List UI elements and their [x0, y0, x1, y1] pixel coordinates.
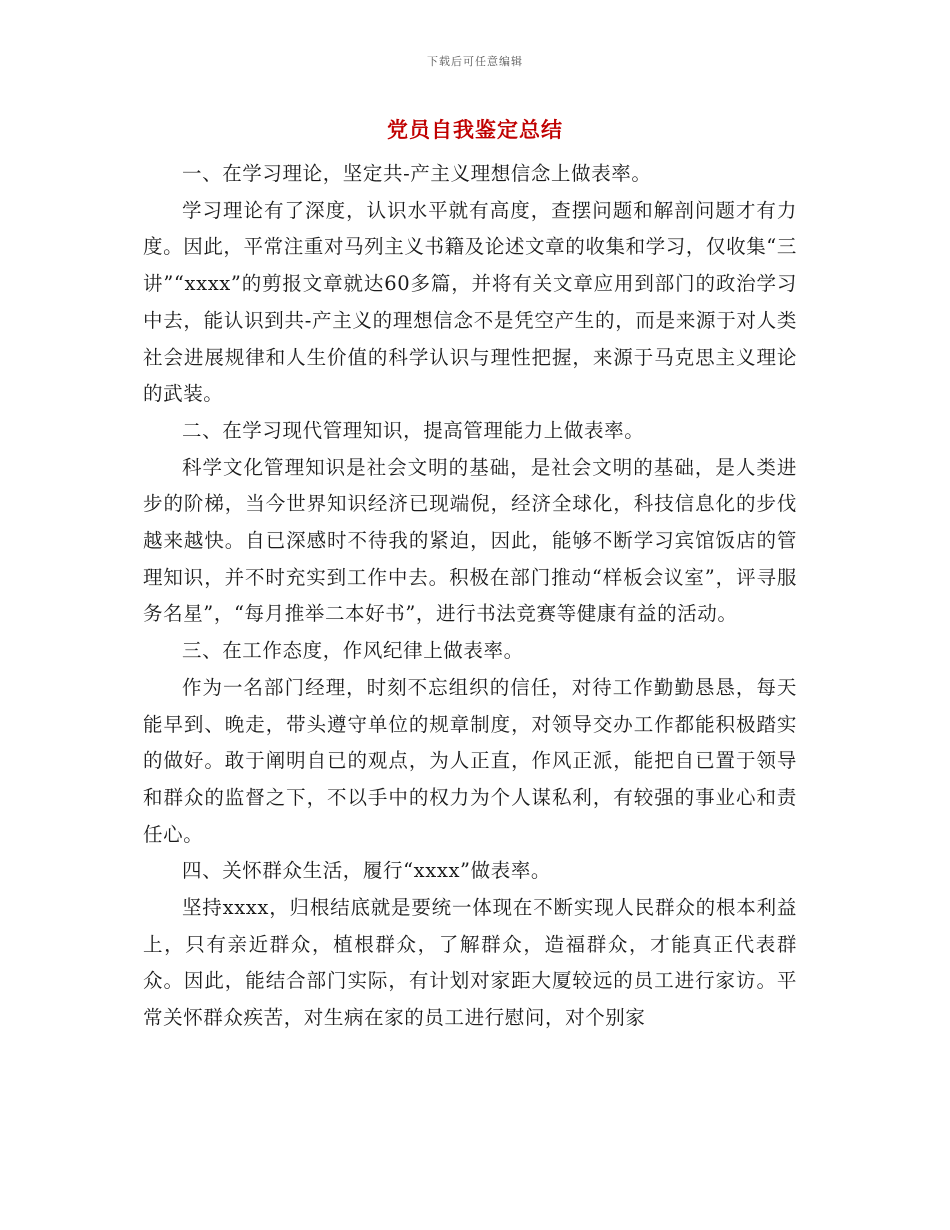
section-heading-1: 一、在学习理论，坚定共-产主义理想信念上做表率。: [182, 162, 652, 185]
section-heading-4: 四、关怀群众生活，履行“xxxx”做表率。: [182, 859, 552, 883]
section-heading-2: 二、在学习现代管理知识，提高管理能力上做表率。: [182, 418, 645, 442]
paragraph-2: 科学文化管理知识是社会文明的基础，是社会文明的基础，是人类进步的阶梯，当今世界知识经济已现端倪，经济全球化，科技信息化的步伐越来越快。自已深感时不待我的紧迫，因此，能够不断学习宾馆饭店的管理知识，并不时充实到工作中去。积极在部门推动“样板会议室”，评寻服务名星”，“每月推举二本好书”，进行书法竞赛等健康有益的活动。: [143, 455, 797, 626]
header-note: 下载后可任意编辑: [427, 55, 523, 68]
document-title: 党员自我鉴定总结: [387, 117, 563, 142]
paragraph-3: 作为一名部门经理，时刻不忘组织的信任，对待工作勤勤恳恳，每天能早到、晚走，带头遵守单位的规章制度，对领导交办工作都能积极踏实的做好。敢于阐明自已的观点，为人正直，作风正派，能把自已置于领导和群众的监督之下，不以手中的权力为个人谋私利，有较强的事业心和责任心。: [143, 675, 797, 846]
paragraph-1: 学习理论有了深度，认识水平就有高度，查摆问题和解剖问题才有力度。因此，平常注重对马列主义书籍及论述文章的收集和学习，仅收集“三讲”“xxxx”的剪报文章就达60多篇，并将有关文章应用到部门的政治学习中去，能认识到共-产主义的理想信念不是凭空产生的，而是来源于对人类社会进展规律和人生价值的科学认识与理性把握，来源于马克思主义理论的武装。: [143, 198, 797, 406]
document-body: [143, 156, 797, 1037]
section-heading-3: 三、在工作态度，作风纪律上做表率。: [182, 639, 524, 663]
paragraph-4: 坚持xxxx，归根结底就是要统一体现在不断实现人民群众的根本利益上，只有亲近群众，植根群众，了解群众，造福群众，才能真正代表群众。因此，能结合部门实际，有计划对家距大厦较远的员工进行家访。平常关怀群众疾苦，对生病在家的员工进行慰问，对个别家: [143, 896, 797, 1030]
